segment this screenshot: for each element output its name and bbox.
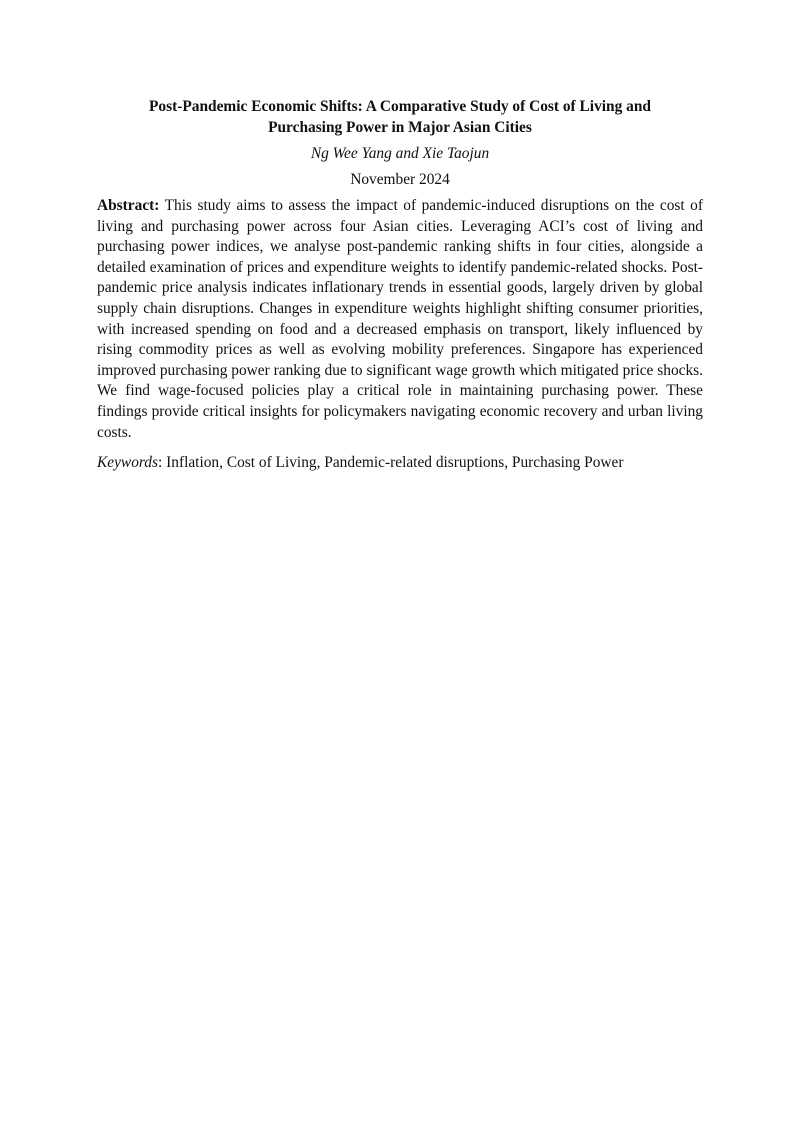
keywords-paragraph xyxy=(97,452,703,473)
abstract-text: This study aims to assess the impact of pandemic-induced disruptions on the cost of living and purchasing power across four Asian cities. Leveraging ACI’s cost of living and purchasing power indices, we analyse post-pandemic ranking shifts in four cities, alongside a detailed examination of prices and expenditure weights to identify pandemic-related shocks. Post-pandemic price analysis indicates inflationary trends in essential goods, largely driven by global supply chain disruptions. Changes in expenditure weights highlight shifting consumer priorities, with increased spending on food and a decreased emphasis on transport, likely influenced by rising commodity prices as well as evolving mobility preferences. Singapore has experienced improved purchasing power ranking due to significant wage growth which mitigated price shocks. We find wage-focused policies play a critical role in maintaining purchasing power. These findings provide critical insights for policymakers navigating economic recovery and urban living costs. xyxy=(97,197,703,441)
keywords-label: Keywords xyxy=(97,454,158,472)
keywords-text: : Inflation, Cost of Living, Pandemic-related disruptions, Purchasing Power xyxy=(158,454,624,472)
paper-title xyxy=(97,96,703,138)
paper-page xyxy=(97,96,703,473)
paper-authors: Ng Wee Yang and Xie Taojun xyxy=(310,145,490,162)
paper-title-line-2: Purchasing Power in Major Asian Cities xyxy=(268,119,532,136)
paper-date: November 2024 xyxy=(350,171,450,188)
abstract-paragraph xyxy=(97,196,703,443)
abstract-label: Abstract: xyxy=(97,197,160,214)
paper-title-line-1: Post-Pandemic Economic Shifts: A Comparative Study of Cost of Living and xyxy=(149,98,651,115)
